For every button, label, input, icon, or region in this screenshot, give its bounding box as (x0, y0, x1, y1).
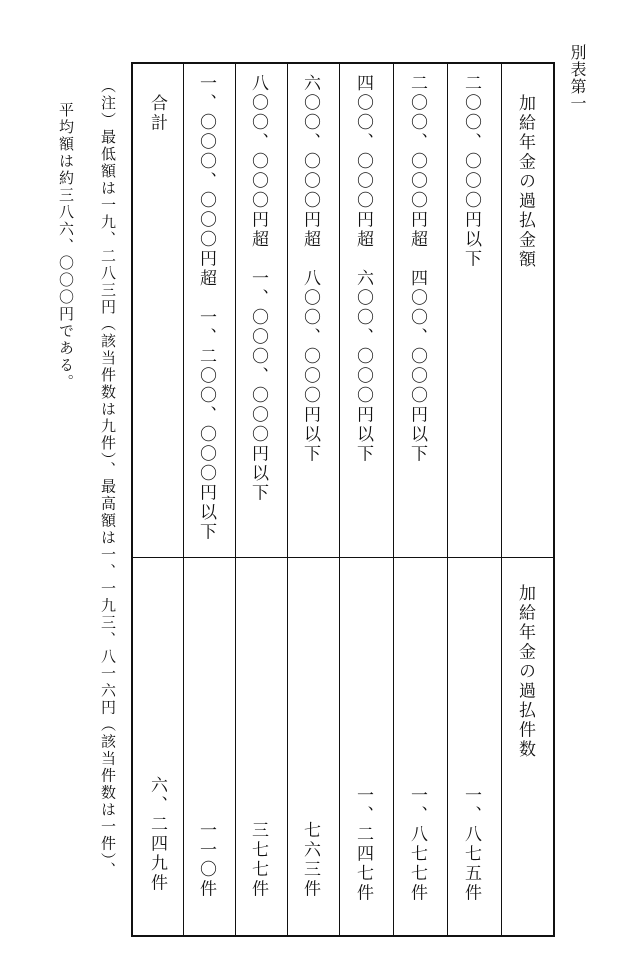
column-divider (339, 64, 340, 935)
row-count: 一、八七七件 (407, 786, 427, 903)
column-divider (235, 64, 236, 935)
row-amount: 二〇〇、〇〇〇円超 四〇〇、〇〇〇円以下 (407, 74, 427, 464)
column-divider (183, 64, 184, 935)
header-amount: 加給年金の過払金額 (515, 94, 535, 270)
column-divider (393, 64, 394, 935)
row-count: 三七七件 (248, 821, 268, 899)
total-label: 合計 (147, 94, 167, 133)
note-line-1: （注）最低額は一九、二八三円（該当件数は九件）、最高額は一、一九三、八一六円（該当件数は一件）、 (99, 78, 117, 879)
total-count: 六、二四九件 (147, 776, 167, 893)
note-line-2: 平均額は約三八六、〇〇〇円である。 (57, 102, 75, 391)
row-count: 一一〇件 (196, 821, 216, 899)
row-count: 一、八七五件 (461, 786, 481, 903)
column-divider (447, 64, 448, 935)
overpayment-table (131, 62, 555, 937)
row-amount: 八〇〇、〇〇〇円超 一、〇〇〇、〇〇〇円以下 (248, 74, 268, 503)
column-divider (501, 64, 502, 935)
row-amount: 四〇〇、〇〇〇円超 六〇〇、〇〇〇円以下 (353, 74, 373, 464)
header-count: 加給年金の過払件数 (515, 584, 535, 760)
row-divider (133, 557, 553, 558)
row-count: 一、二四七件 (353, 786, 373, 903)
document-label: 別表第一 (568, 44, 587, 112)
row-amount: 六〇〇、〇〇〇円超 八〇〇、〇〇〇円以下 (300, 74, 320, 464)
row-amount: 一、〇〇〇、〇〇〇円超 一、二〇〇、〇〇〇円以下 (196, 74, 216, 542)
row-amount: 二〇〇、〇〇〇円以下 (461, 74, 481, 269)
column-divider (287, 64, 288, 935)
row-count: 七六三件 (300, 821, 320, 899)
